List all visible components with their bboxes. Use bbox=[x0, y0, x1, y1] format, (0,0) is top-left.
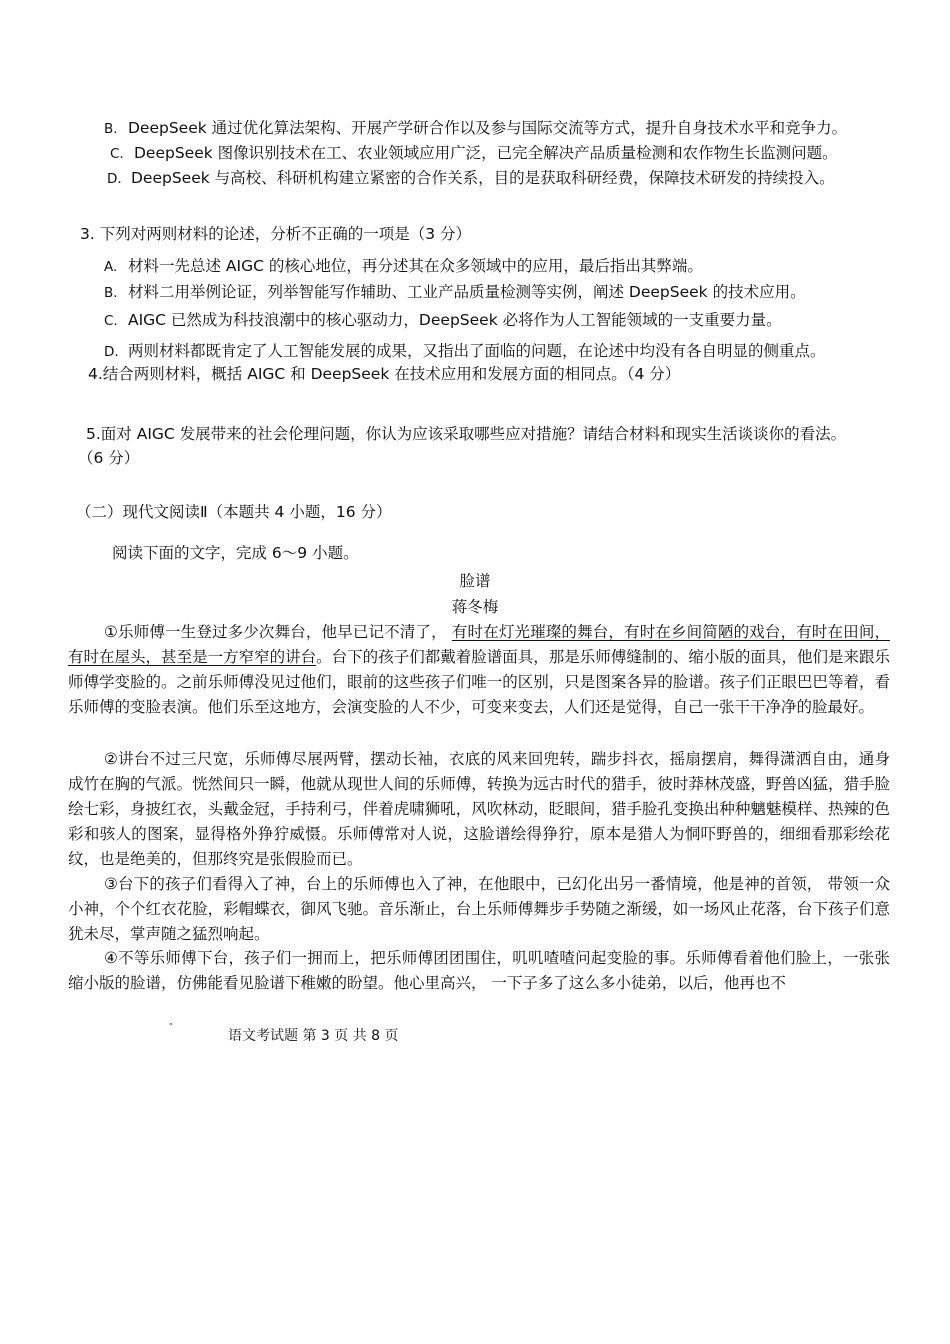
option-text: 材料一先总述 AIGC 的核心地位，再分述其在众多领域中的应用，最后指出其弊端。 bbox=[128, 257, 703, 275]
underlined-phrase: 有时在灯光璀璨的舞台，有时在乡间简陋的戏台，有时在田间，有时在屋头，甚至是一方窄窄的讲台 bbox=[68, 623, 890, 666]
paragraph-text: ②讲台不过三尺宽，乐师傅尽展两臂，摆动长袖，衣底的风来回兜转，踹步抖衣，摇扇摆肩，舞得潇洒自由，通身成竹在胸的气派。恍然间只一瞬，他就从现世人间的乐师傅，转换为远古时代的猎手，彼时莽林茂盛，野兽凶猛，猎手脸绘七彩，身披红衣，头戴金冠，手持利弓，伴着虎啸狮吼，风吹林动，眨眼间，猎手脸孔变换出种种魑魅模样、热辣的色彩和骇人的图案，显得格外狰狞威慑。乐师傅常对人说，这脸谱绘得狰狞，原本是猎人为恫吓野兽的，细细看那彩绘花纹，也是绝美的，但那终究是张假脸而已。 bbox=[68, 750, 890, 868]
q2-option-d bbox=[107, 166, 835, 188]
option-letter: A. bbox=[104, 259, 118, 275]
option-letter: B. bbox=[104, 285, 118, 301]
option-text: 材料二用举例论证，列举智能写作辅助、工业产品质量检测等实例，阐述 DeepSeek 的技术应用。 bbox=[128, 283, 806, 301]
q3-stem: 3. 下列对两则材料的论述，分析不正确的一项是（3 分） bbox=[80, 225, 472, 243]
q3-option-d bbox=[104, 339, 826, 361]
paragraph-text: ④不等乐师傅下台，孩子们一拥而上，把乐师傅团团围住，叽叽喳喳问起变脸的事。乐师傅看着他们脸上，一张张缩小版的脸谱，仿佛能看见脸谱下稚嫩的盼望。他心里高兴， 一下子多了这么多小徒弟，以后，他再也不 bbox=[68, 949, 890, 992]
option-text: DeepSeek 通过优化算法架构、开展产学研合作以及参与国际交流等方式，提升自身技术水平和竞争力。 bbox=[128, 119, 848, 137]
option-text: DeepSeek 图像识别技术在工、农业领域应用广泛，已完全解决产品质量检测和农作物生长监测问题。 bbox=[134, 144, 838, 162]
option-text: DeepSeek 与高校、科研机构建立紧密的合作关系，目的是获取科研经费，保障技术研发的持续投入。 bbox=[131, 169, 835, 187]
option-letter: D. bbox=[107, 171, 122, 187]
q3-option-a bbox=[104, 254, 703, 276]
option-letter: C. bbox=[110, 146, 124, 162]
q2-option-b bbox=[104, 116, 847, 138]
paragraph-text: 。台下的孩子们都戴着脸谱面具，那是乐师傅缝制的、缩小版的面具，他们是来跟乐师傅学变脸的。之前乐师傅没见过他们，眼前的这些孩子们唯一的区别，只是图案各异的脸谱。孩子们正眼巴巴等着，看乐师傅的变脸表演。他们乐至这地方，会演变脸的人不少，可变来变去，人们还是觉得，自己一张干干净净的脸最好。 bbox=[68, 648, 890, 716]
paragraph-text: ③台下的孩子们看得入了神，台上的乐师傅也入了神，在他眼中，已幻化出另一番情境，他是神的首领， 带领一众小神，个个红衣花脸，彩帽蝶衣，御风飞驰。音乐渐止，台上乐师傅舞步手势随之渐缓，如一场风止花落，台下孩子们意犹未尽，掌声随之猛烈响起。 bbox=[68, 875, 890, 943]
section-instruction: 阅读下面的文字，完成 6～9 小题。 bbox=[112, 544, 359, 562]
q5-line1: 5.面对 AIGC 发展带来的社会伦理问题，你认为应该采取哪些应对措施？请结合材料和现实生活谈谈你的看法。 bbox=[86, 425, 847, 443]
footer-mark: " bbox=[169, 1022, 173, 1031]
article-paragraph-4 bbox=[68, 946, 890, 996]
article-paragraph-2 bbox=[68, 747, 890, 872]
article-author: 蒋冬梅 bbox=[451, 598, 499, 616]
option-text: 两则材料都既肯定了人工智能发展的成果，又指出了面临的问题，在论述中均没有各自明显的侧重点。 bbox=[128, 342, 826, 360]
article-paragraph-3 bbox=[68, 872, 890, 947]
option-letter: C. bbox=[104, 313, 118, 329]
option-letter: D. bbox=[104, 344, 119, 360]
q3-option-b bbox=[104, 280, 806, 302]
page-footer: 语文考试题 第 3 页 共 8 页 bbox=[228, 1028, 399, 1044]
section-heading: （二）现代文阅读Ⅱ（本题共 4 小题，16 分） bbox=[76, 503, 392, 521]
article-paragraph-1 bbox=[68, 620, 890, 720]
q4-text: 4.结合两则材料，概括 AIGC 和 DeepSeek 在技术应用和发展方面的相同点。（4 分） bbox=[88, 365, 681, 383]
q3-option-c bbox=[104, 308, 782, 330]
option-letter: B. bbox=[104, 121, 118, 137]
q2-option-c bbox=[110, 141, 838, 163]
q5-line2: （6 分） bbox=[78, 449, 140, 467]
option-text: AIGC 已然成为科技浪潮中的核心驱动力，DeepSeek 必将作为人工智能领域的一支重要力量。 bbox=[128, 311, 782, 329]
paragraph-text: ①乐师傅一生登过多少次舞台，他早已记不清了， bbox=[104, 623, 447, 641]
article-title: 脸谱 bbox=[459, 572, 491, 590]
